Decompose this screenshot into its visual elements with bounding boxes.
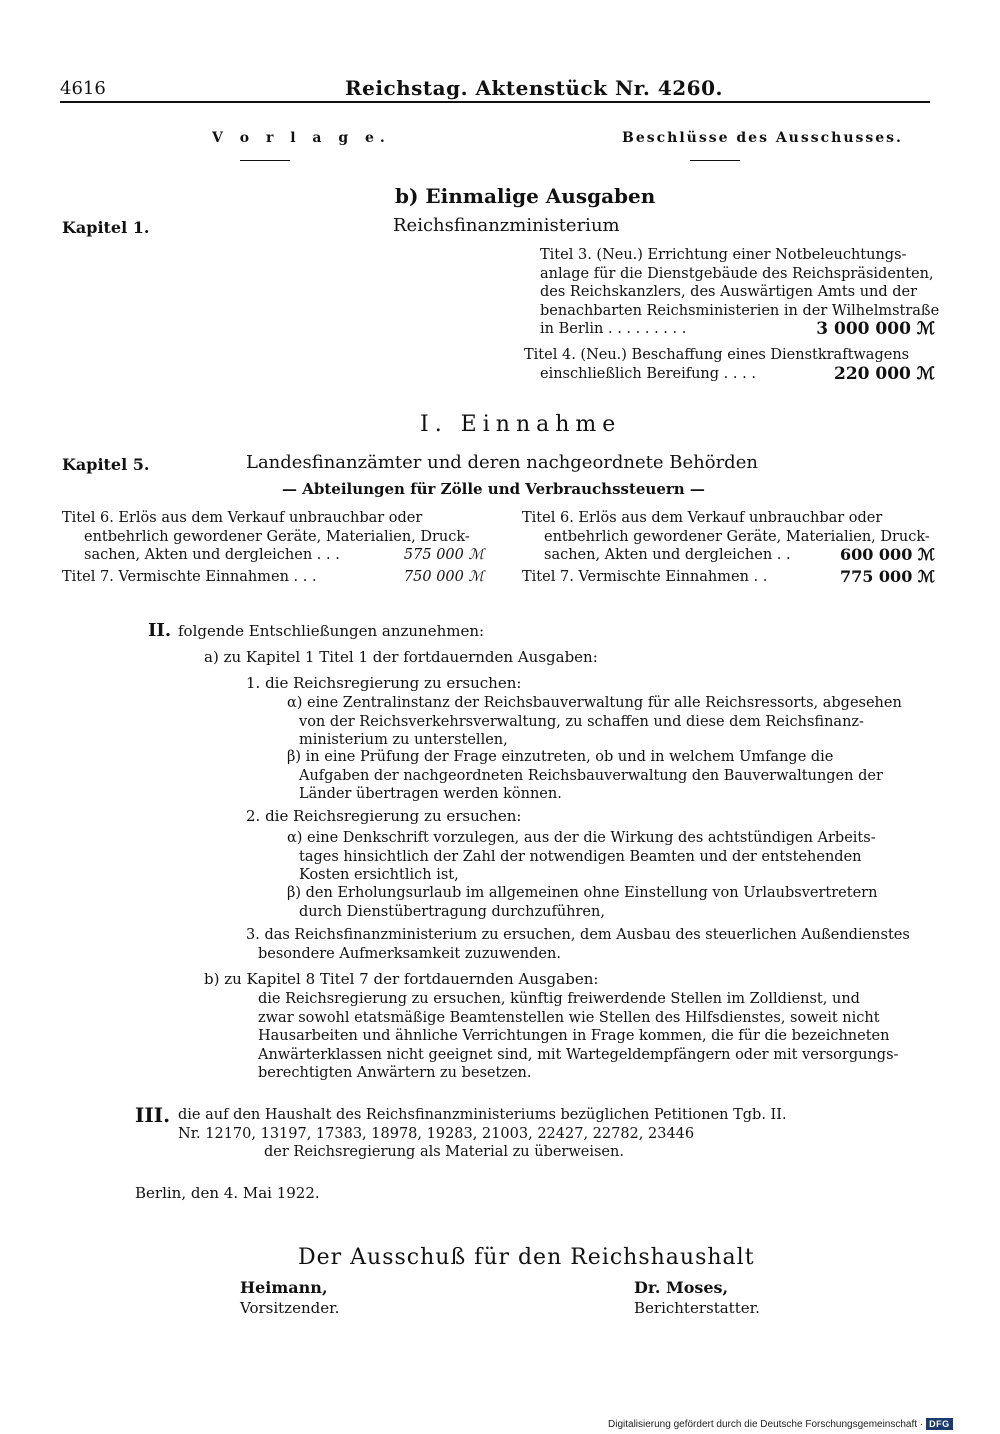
left-titel-7-line: Titel 7. Vermischte Einnahmen . . . (62, 569, 317, 585)
left-titel-6-line: entbehrlich gewordener Geräte, Materialien, Druck- (84, 528, 470, 545)
right-titel-6-last-line: sachen, Akten und dergleichen . . (544, 547, 791, 563)
running-title: Reichstag. Aktenstück Nr. 4260. (345, 76, 723, 100)
left-titel-6-amount: 575 000 ℳ (403, 547, 484, 563)
titel-4-last-line: einschließlich Bereifung . . . . (540, 365, 756, 382)
item-2-alpha-line: α) eine Denkschrift vorzulegen, aus der die Wirkung des achtstündigen Arbeits- (287, 830, 876, 846)
item-3-line: besondere Aufmerksamkeit zuzuwenden. (258, 945, 561, 962)
item-2-alpha (287, 829, 889, 885)
item-3 (246, 926, 910, 963)
section-2-numeral: II. (148, 620, 172, 641)
left-titel-7 (62, 568, 484, 587)
item-2-beta (287, 884, 889, 921)
item-3-line: 3. das Reichsfinanzministerium zu ersuchen, dem Ausbau des steuerlichen Außendienstes (246, 927, 910, 943)
section-2b-line: Hausarbeiten und ähnliche Verrichtungen in Frage kommen, die für die bezeichneten (258, 1028, 890, 1044)
section-3-numeral: III. (135, 1103, 171, 1127)
titel-3-last-line: in Berlin . . . . . . . . . (540, 321, 687, 337)
section-2b-line: die Reichsregierung zu ersuchen, künftig freiwerdende Stellen im Zolldienst, und (258, 991, 860, 1007)
titel-3-line: benachbarten Reichsministerien in der Wilhelmstraße (540, 302, 940, 319)
committee-title: Der Ausschuß für den Reichshaushalt (298, 1245, 755, 1270)
section-2b-body (258, 990, 899, 1083)
left-titel-6 (62, 509, 484, 565)
right-titel-7-amount: 775 000 ℳ (839, 567, 935, 586)
right-titel-7 (522, 568, 935, 587)
section-3-line: Nr. 12170, 13197, 17383, 18978, 19283, 21003, 22427, 22782, 23446 (178, 1125, 695, 1142)
right-titel-6-line: Titel 6. Erlös aus dem Verkauf unbrauchbar oder (522, 510, 883, 526)
kapitel-5-subtitle: — Abteilungen für Zölle und Verbrauchssteuern — (282, 480, 705, 498)
item-1-beta (287, 748, 889, 804)
section-3-body (178, 1106, 883, 1162)
page-number: 4616 (60, 78, 106, 99)
item-1-alpha (287, 694, 902, 750)
right-titel-6-line: entbehrlich gewordener Geräte, Materialien, Druck- (544, 528, 930, 545)
left-titel-6-line: Titel 6. Erlös aus dem Verkauf unbrauchbar oder (62, 510, 423, 526)
item-2-alpha-line: Kosten ersichtlich ist, (299, 867, 459, 883)
section-3-line: der Reichsregierung als Material zu überweisen. (264, 1144, 624, 1160)
item-2-beta-line: durch Dienstübertragung durchzuführen, (299, 903, 605, 920)
column-rule-right (690, 160, 740, 161)
titel-4-line: Titel 4. (Neu.) Beschaffung eines Dienstkraftwagens (524, 347, 910, 363)
right-titel-6-amount: 600 000 ℳ (839, 545, 935, 564)
section-3-line: die auf den Haushalt des Reichsfinanzministeriums bezüglichen Petitionen Tgb. II. (178, 1107, 787, 1123)
column-head-vorlage: V o r l a g e. (212, 130, 391, 146)
titel-4-entry (524, 346, 935, 383)
digitization-footer (608, 1418, 953, 1430)
kapitel-5-title: Landesfinanzämter und deren nachgeordnete Behörden (246, 452, 758, 473)
section-2b-line: berechtigten Anwärtern zu besetzen. (258, 1065, 532, 1081)
kapitel-5-label: Kapitel 5. (62, 455, 150, 474)
signer-right-name: Dr. Moses, (634, 1278, 729, 1297)
item-1-alpha-line: von der Reichsverkehrsverwaltung, zu schaffen und diese dem Reichsfinanz- (299, 713, 864, 730)
einmalige-title: b) Einmalige Ausgaben (395, 184, 656, 208)
signer-left-role: Vorsitzender. (240, 1299, 340, 1317)
titel-3-amount: 3 000 000 ℳ (816, 319, 935, 339)
item-1-beta-line: Aufgaben der nachgeordneten Reichsbauverwaltung den Bauverwaltungen der (299, 767, 883, 784)
header-rule (60, 101, 930, 103)
kapitel-1-label: Kapitel 1. (62, 218, 150, 237)
item-1-alpha-line: ministerium zu unterstellen, (299, 732, 508, 748)
einnahme-title: I. Einnahme (420, 412, 622, 437)
section-2a-head: a) zu Kapitel 1 Titel 1 der fortdauernden Ausgaben: (204, 648, 598, 666)
section-2-intro: folgende Entschließungen anzunehmen: (178, 622, 485, 640)
column-head-beschluesse: Beschlüsse des Ausschusses. (622, 130, 903, 146)
left-titel-6-last-line: sachen, Akten und dergleichen . . . (84, 547, 340, 563)
titel-3-line: anlage für die Dienstgebäude des Reichspräsidenten, (540, 265, 934, 282)
titel-3-entry (540, 246, 940, 339)
item-2-beta-line: β) den Erholungsurlaub im allgemeinen ohne Einstellung von Urlaubsvertretern (287, 885, 878, 901)
titel-3-line: Titel 3. (Neu.) Errichtung einer Notbeleuchtungs- (540, 247, 907, 263)
section-2b-line: Anwärterklassen nicht geeignet sind, mit Wartegeldempfängern oder mit versorgungs- (258, 1046, 899, 1063)
titel-3-line: des Reichskanzlers, des Auswärtigen Amts und der (540, 284, 918, 300)
item-1-head: 1. die Reichsregierung zu ersuchen: (246, 674, 522, 692)
section-2b-head: b) zu Kapitel 8 Titel 7 der fortdauernden Ausgaben: (204, 970, 599, 988)
kapitel-1-title: Reichsfinanzministerium (393, 215, 620, 236)
signer-right-role: Berichterstatter. (634, 1299, 760, 1317)
item-1-alpha-line: α) eine Zentralinstanz der Reichsbauverwaltung für alle Reichsressorts, abgesehen (287, 695, 902, 711)
dateline: Berlin, den 4. Mai 1922. (135, 1184, 320, 1202)
left-titel-7-amount: 750 000 ℳ (403, 569, 484, 585)
right-titel-6 (522, 509, 935, 565)
right-titel-7-line: Titel 7. Vermischte Einnahmen . . (522, 569, 768, 585)
item-2-alpha-line: tages hinsichtlich der Zahl der notwendigen Beamten und der entstehenden (299, 848, 862, 865)
column-rule-left (240, 160, 290, 161)
footer-text: Digitalisierung gefördert durch die Deutsche Forschungsgemeinschaft · (608, 1419, 924, 1430)
item-2-head: 2. die Reichsregierung zu ersuchen: (246, 807, 522, 825)
dfg-logo: DFG (926, 1418, 953, 1430)
item-1-beta-line: β) in eine Prüfung der Frage einzutreten, ob und in welchem Umfange die (287, 749, 834, 765)
section-2b-line: zwar sowohl etatsmäßige Beamtenstellen wie Stellen des Hilfsdienstes, soweit nicht (258, 1009, 880, 1026)
titel-4-amount: 220 000 ℳ (834, 363, 935, 384)
signer-left-name: Heimann, (240, 1278, 328, 1297)
item-1-beta-line: Länder übertragen werden können. (299, 786, 562, 802)
